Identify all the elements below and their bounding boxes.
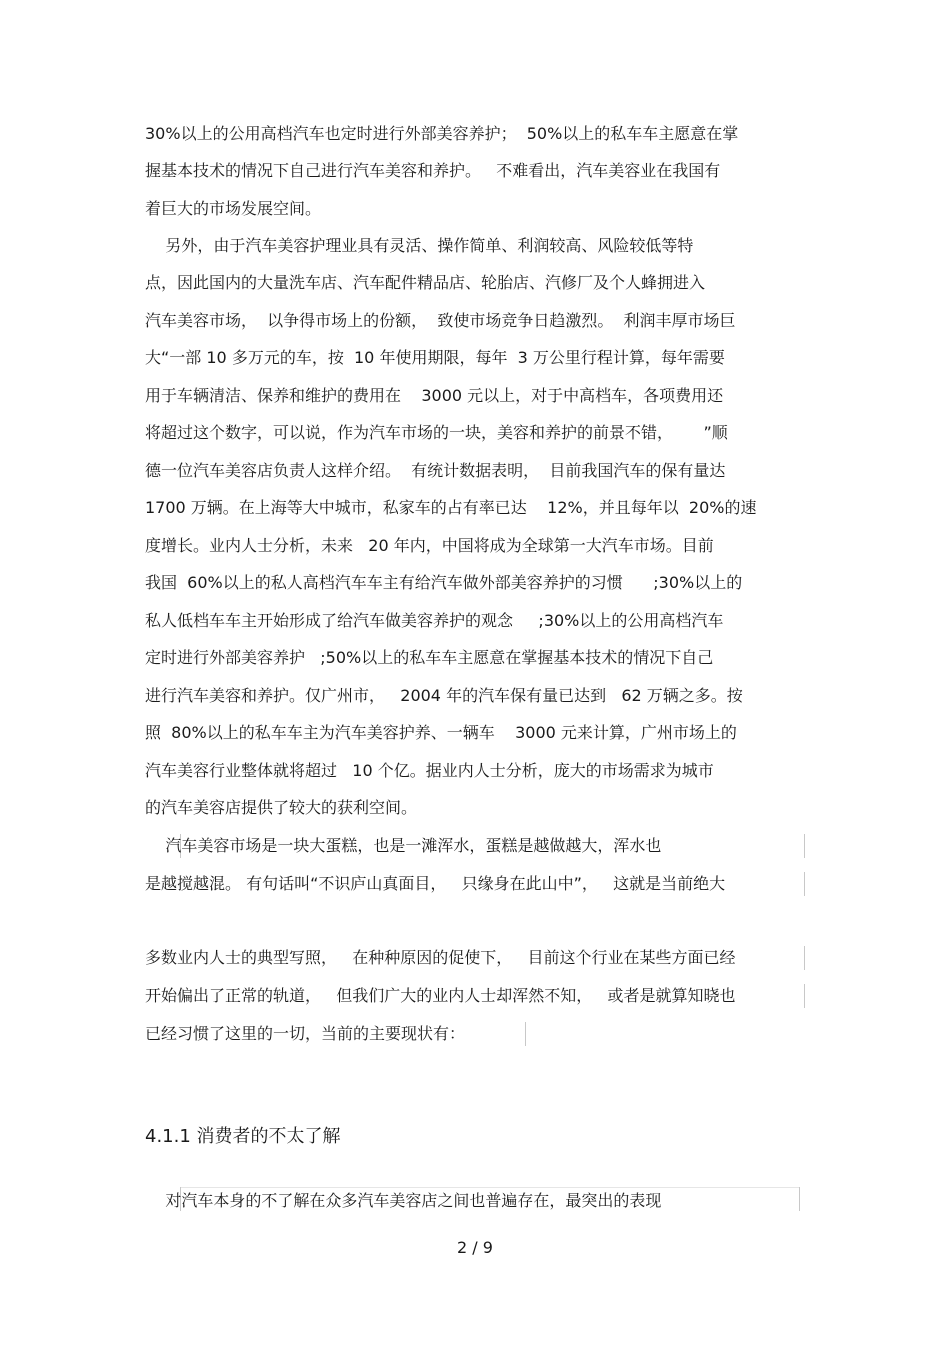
paragraph-2-line-2: 点，因此国内的大量洗车店、汽车配件精品店、轮胎店、汽修厂及个人蜂拥进入: [145, 273, 706, 292]
section-heading: 4.1.1 消费者的不太了解: [145, 1126, 341, 1147]
paragraph-2-line-5: 用于车辆清洁、保养和维护的费用在 3000 元以上，对于中高档车，各项费用还: [145, 386, 724, 405]
paragraph-2-line-13: 进行汽车美容和养护。仅广州市， 2004 年的汽车保有量已达到 62 万辆之多。按: [145, 686, 743, 705]
paragraph-3-line-1: 汽车美容市场是一块大蛋糕，也是一滩浑水，蛋糕是越做越大，浑水也: [145, 836, 662, 855]
paragraph-2-line-10: 我国 60%以上的私人高档汽车车主有给汽车做外部美容养护的习惯 ;30%以上的: [145, 573, 743, 592]
paragraph-2-line-14: 照 80%以上的私车车主为汽车美容护养、一辆车 3000 元来计算，广州市场上的: [145, 723, 737, 742]
paragraph-2-line-1: 另外，由于汽车美容护理业具有灵活、操作简单、利润较高、风险较低等特: [145, 236, 694, 255]
paragraph-1-line-1: 30%以上的公用高档汽车也定时进行外部美容养护； 50%以上的私车车主愿意在掌: [145, 124, 739, 143]
paragraph-2-line-7: 德一位汽车美容店负责人这样介绍。 有统计数据表明， 目前我国汽车的保有量达: [145, 461, 726, 480]
paragraph-2-line-11: 私人低档车车主开始形成了给汽车做美容养护的观念 ;30%以上的公用高档汽车: [145, 611, 724, 630]
paragraph-3-line-5: 已经习惯了这里的一切，当前的主要现状有：: [145, 1024, 466, 1043]
paragraph-3-line-4: 开始偏出了正常的轨道， 但我们广大的业内人士却浑然不知， 或者是就算知晓也: [145, 986, 736, 1005]
paragraph-2-line-9: 度增长。业内人士分析，未来 20 年内，中国将成为全球第一大汽车市场。目前: [145, 536, 714, 555]
paragraph-3-line-2: 是越搅越混。 有句话叫“不识庐山真面目， 只缘身在此山中”， 这就是当前绝大: [145, 874, 726, 893]
paragraph-2-line-6: 将超过这个数字，可以说，作为汽车市场的一块，美容和养护的前景不错， ”顺: [145, 423, 728, 442]
paragraph-4-line-1: 对汽车本身的不了解在众多汽车美容店之间也普遍存在，最突出的表现: [145, 1191, 662, 1210]
frame-right-rule: [525, 1022, 526, 1046]
paragraph-2-line-16: 的汽车美容店提供了较大的获利空间。: [145, 798, 418, 817]
paragraph-1-line-2: 握基本技术的情况下自己进行汽车美容和养护。 不难看出，汽车美容业在我国有: [145, 161, 721, 180]
frame-top-rule: [180, 1187, 800, 1188]
frame-right-rule: [804, 834, 805, 858]
paragraph-3-line-3: 多数业内人士的典型写照， 在种种原因的促使下， 目前这个行业在某些方面已经: [145, 948, 736, 967]
page-number: 2 / 9: [457, 1238, 493, 1257]
frame-right-rule: [799, 1187, 800, 1211]
frame-right-rule: [804, 946, 805, 970]
paragraph-2-line-3: 汽车美容市场， 以争得市场上的份额， 致使市场竞争日趋激烈。 利润丰厚市场巨: [145, 311, 736, 330]
frame-right-rule: [804, 984, 805, 1008]
paragraph-2-line-8: 1700 万辆。在上海等大中城市，私家车的占有率已达 12%，并且每年以 20%的速: [145, 498, 757, 517]
frame-right-rule: [804, 872, 805, 896]
paragraph-1-line-3: 着巨大的市场发展空间。: [145, 199, 322, 218]
paragraph-2-line-12: 定时进行外部美容养护 ;50%以上的私车车主愿意在掌握基本技术的情况下自己: [145, 648, 714, 667]
paragraph-2-line-4: 大“一部 10 多万元的车，按 10 年使用期限，每年 3 万公里行程计算，每年需要: [145, 348, 725, 367]
paragraph-2-line-15: 汽车美容行业整体就将超过 10 个亿。据业内人士分析，庞大的市场需求为城市: [145, 761, 714, 780]
